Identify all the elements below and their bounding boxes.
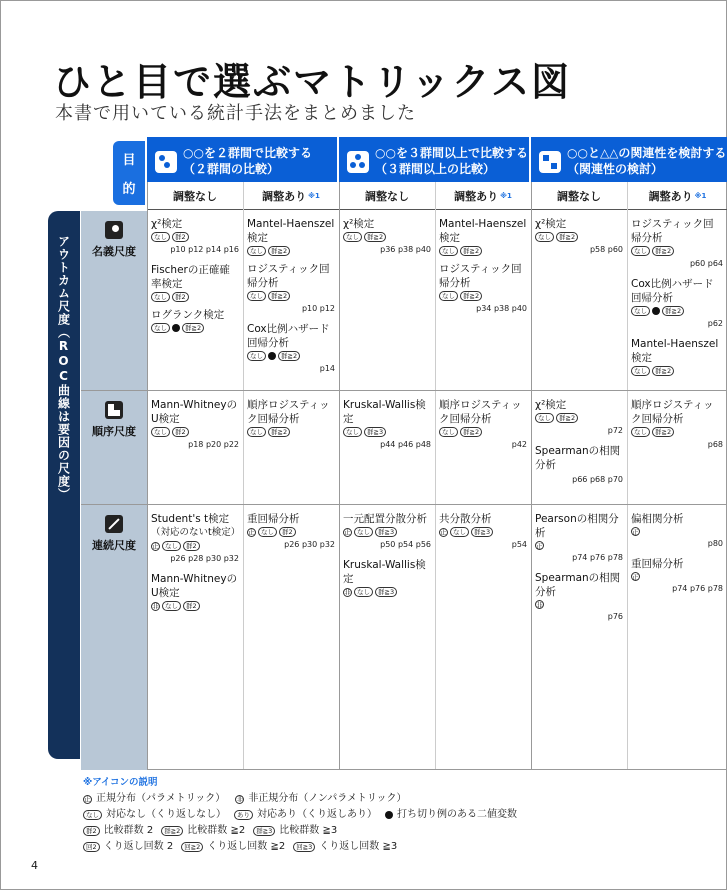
cell-ordinal-3group-unadjusted: Kruskal-Wallis検定 なし 群≧3 p44 p46 p48: [343, 399, 431, 449]
row-label-ordinal: 順序尺度: [81, 391, 147, 504]
censored-binary-icon: [385, 811, 393, 819]
row-label-nominal: 名義尺度: [81, 211, 147, 390]
cell-nominal-3group-adjusted: Mantel-Haenszel検定 なし 群≧2 ロジスティック回帰分析 なし 群≧2 p34 p38 p40: [439, 218, 527, 313]
icon-legend: ※アイコンの説明 正 正規分布（パラメトリック） 非 非正規分布（ノンパラメトリック） なし 対応なし（くり返しなし） あり 対応あり（くり返しあり） 打ち切り例のある二値変数 群2 比較群数 2 群≧2 比較群数 ≧2 群≧3 比較群数 ≧3 回2 くり返し回数 2 回≧2 くり返し回数 ≧2 回≧3 くり返し回数 ≧3: [83, 777, 517, 852]
subheader-unadjusted: 調整なし: [531, 182, 627, 210]
two-group-icon: [155, 151, 177, 173]
subheader-adjusted: 調整あり ※1: [435, 182, 531, 210]
cell-nominal-2group-unadjusted: χ²検定 なし 群2 p10 p12 p14 p16 Fischerの正確確率検定 なし 群2 ログランク検定 なし 群≧2: [151, 218, 239, 332]
cell-nominal-2group-adjusted: Mantel-Haenszel検定 なし 群≧2 ロジスティック回帰分析 なし 群≧2 p10 p12 Cox比例ハザード回帰分析 なし 群≧2 p14: [247, 218, 335, 373]
cell-continuous-association-unadjusted: Pearsonの相関分析 正 p74 p76 p78 Spearmanの相関分析 非 p76: [535, 513, 623, 621]
divider: [339, 182, 340, 770]
divider: [81, 504, 727, 505]
page-title: ひと目で選ぶマトリックス図: [53, 60, 572, 104]
subheader-adjusted: 調整あり ※1: [243, 182, 339, 210]
header-two-groups: ○○を２群間で比較する （２群間の比較）: [147, 137, 337, 182]
cell-ordinal-3group-adjusted: 順序ロジスティック回帰分析 なし 群≧2 p42: [439, 399, 527, 449]
cell-continuous-2group-unadjusted: Student's t検定 （対応のないt検定） 正 なし 群2 p26 p28 p30 p32 Mann-WhitneyのU検定 非 なし 群2: [151, 513, 241, 610]
page-number: 4: [31, 859, 38, 872]
header-association: ○○と△△の関連性を検討する （関連性の検討）: [531, 137, 727, 182]
divider: [81, 390, 727, 391]
ordinal-scale-icon: [105, 401, 123, 419]
header-three-groups: ○○を３群間以上で比較する （３群間以上の比較）: [339, 137, 529, 182]
censored-binary-icon: [652, 307, 660, 315]
outcome-label: アウトカム尺度（ROC曲線は要因の尺度）: [48, 211, 80, 759]
row-label-continuous: 連続尺度: [81, 505, 147, 656]
cell-continuous-3group-unadjusted: 一元配置分散分析 正 なし 群≧3 p50 p54 p56 Kruskal-Wallis検定 非 なし 群≧3: [343, 513, 431, 596]
censored-binary-icon: [172, 324, 180, 332]
censored-binary-icon: [268, 352, 276, 360]
cell-nominal-3group-unadjusted: χ²検定 なし 群≧2 p36 p38 p40: [343, 218, 431, 254]
subheader-unadjusted: 調整なし: [147, 182, 243, 210]
cell-continuous-2group-adjusted: 重回帰分析 正 なし 群2 p26 p30 p32: [247, 513, 335, 549]
row-label-tail: [81, 656, 147, 770]
association-icon: [539, 151, 561, 173]
divider: [81, 769, 727, 770]
three-group-icon: [347, 151, 369, 173]
page-subtitle: 本書で用いている統計手法をまとめました: [55, 103, 416, 124]
cell-ordinal-association-adjusted: 順序ロジスティック回帰分析 なし 群≧2 p68: [631, 399, 723, 449]
subheader-unadjusted: 調整なし: [339, 182, 435, 210]
subheader-adjusted: 調整あり ※1: [627, 182, 727, 210]
cell-ordinal-2group-adjusted: 順序ロジスティック回帰分析 なし 群≧2: [247, 399, 330, 436]
cell-continuous-association-adjusted: 偏相関分析 正 p80 重回帰分析 正 p74 p76 p78: [631, 513, 723, 593]
cell-continuous-3group-adjusted: 共分散分析 正 なし 群≧3 p54: [439, 513, 527, 549]
continuous-scale-icon: [105, 515, 123, 533]
purpose-label: 目 的: [113, 141, 145, 205]
cell-ordinal-2group-unadjusted: Mann-WhitneyのU検定 なし 群2 p18 p20 p22: [151, 399, 239, 449]
cell-nominal-association-unadjusted: χ²検定 なし 群≧2 p58 p60: [535, 218, 623, 254]
cell-ordinal-association-unadjusted: χ²検定 なし 群≧2 p72 Spearmanの相関分析 p66 p68 p70: [535, 399, 623, 484]
cell-nominal-association-adjusted: ロジスティック回帰分析 なし 群≧2 p60 p64 Cox比例ハザード回帰分析 なし 群≧2 p62 Mantel-Haenszel検定 なし 群≧2: [631, 218, 723, 375]
nominal-scale-icon: [105, 221, 123, 239]
